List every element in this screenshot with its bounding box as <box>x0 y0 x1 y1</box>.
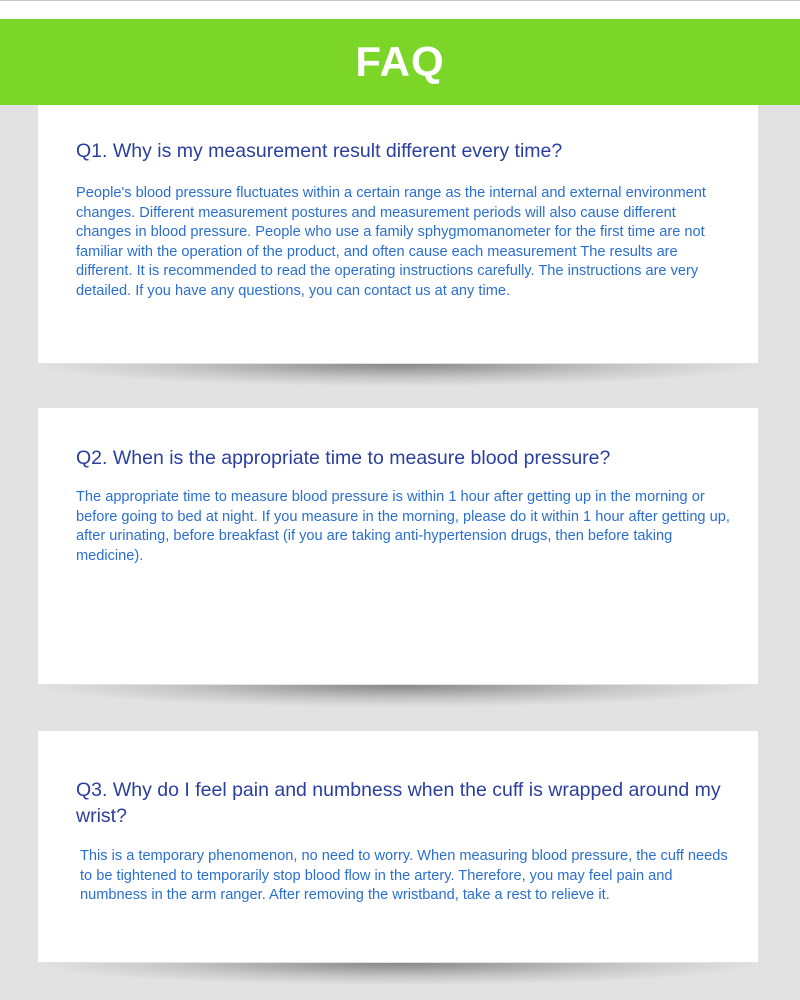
page-title: FAQ <box>355 38 445 85</box>
faq-answer-1: People's blood pressure fluctuates within a certain range as the internal and external environment changes. Different measurement postures and measurement periods will also cause different changes in blood pressure. People who use a family sphygmomanometer for the first time are not familiar with the operation of the product, and often cause each measurement The results are different. It is recommended to read the operating instructions carefully. The instructions are very detailed. If you have any questions, you can contact us at any time. <box>76 185 706 299</box>
faq-question-1: Q1. Why is my measurement result different every time? <box>76 140 563 162</box>
faq-card-1 <box>38 105 758 363</box>
faq-card-2 <box>38 408 758 684</box>
faq-answer-3: This is a temporary phenomenon, no need to worry. When measuring blood pressure, the cuff needs to be tightened to temporarily stop blood flow in the artery. Therefore, you may feel pain and numbness in the arm ranger. After removing the wristband, take a rest to relieve it. <box>80 848 728 903</box>
faq-question-3: Q3. Why do I feel pain and numbness when the cuff is wrapped around my wrist? <box>76 779 721 827</box>
card-shadow <box>40 963 756 985</box>
card-shadow <box>40 364 756 386</box>
top-strip <box>0 0 800 20</box>
faq-question-2: Q2. When is the appropriate time to measure blood pressure? <box>76 447 611 469</box>
faq-answer-2: The appropriate time to measure blood pressure is within 1 hour after getting up in the morning or before going to bed at night. If you measure in the morning, please do it within 1 hour after getting up, after urinating, before breakfast (if you are taking anti-hypertension drugs, then before taking medicine). <box>76 489 730 564</box>
faq-header-banner <box>0 19 800 105</box>
card-shadow <box>40 685 756 707</box>
faq-card-3 <box>38 731 758 962</box>
